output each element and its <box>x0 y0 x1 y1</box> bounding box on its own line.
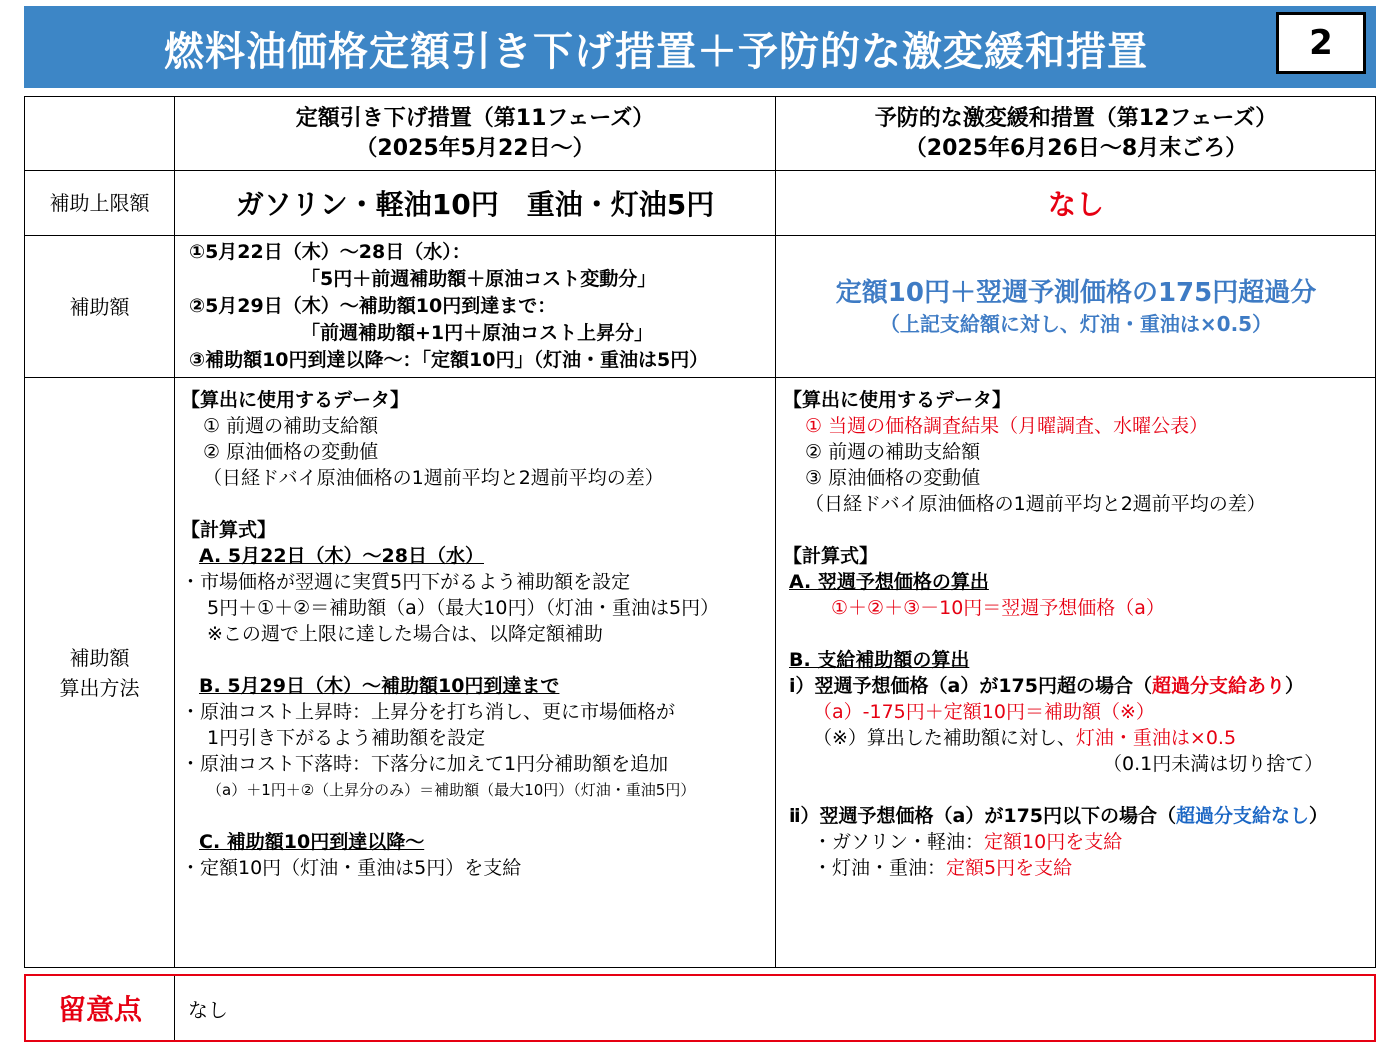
col1-header-line1: 定額引き下げ措置（第11フェーズ） <box>295 105 655 131</box>
col1-header <box>175 97 775 170</box>
case-ii-line1-highlight: 定額10円を支給 <box>984 831 1123 853</box>
amount-line: ①5月22日（木）～28日（水）： <box>189 241 471 263</box>
row-divider <box>25 235 1375 236</box>
case-ii-line2-highlight: 定額5円を支給 <box>946 857 1073 879</box>
case-ii-line1 <box>783 829 1375 855</box>
formula-heading: 【計算式】 <box>181 519 277 541</box>
method-col1 <box>181 387 771 881</box>
case-i-highlight: 超過分支給あり <box>1152 675 1286 697</box>
formula-heading: 【計算式】 <box>783 545 879 567</box>
case-i-heading <box>783 673 1375 699</box>
data-heading: 【算出に使用するデータ】 <box>783 389 1012 411</box>
data-note: （日経ドバイ原油価格の1週前平均と2週前平均の差） <box>805 493 1266 515</box>
upper-limit-col1: ガソリン・軽油10円 重油・灯油5円 <box>235 188 715 221</box>
case-ii-highlight: 超過分支給なし <box>1176 805 1310 827</box>
case-i-note-prefix: （※）算出した補助額に対し、 <box>813 727 1076 749</box>
data-item: ① 前週の補助支給額 <box>203 415 379 437</box>
col2-header-line2: （2025年6月26日～8月末ごろ） <box>904 135 1248 161</box>
amount-col1 <box>189 239 773 374</box>
method-label-line2: 算出方法 <box>59 676 140 700</box>
case-ii-prefix: ⅱ）翌週予想価格（a）が175円以下の場合（ <box>789 805 1177 827</box>
comparison-table <box>24 96 1376 968</box>
data-item-highlight: ① 当週の価格調査結果（月曜調査、水曜公表） <box>805 415 1209 437</box>
data-item: ③ 原油価格の変動値 <box>805 467 981 489</box>
case-i-note-highlight: 灯油・重油は×0.5 <box>1075 727 1237 749</box>
case-i-note2: （0.1円未満は切り捨て） <box>1103 753 1324 775</box>
formula-line: ・原油コスト下落時：下落分に加えて1円分補助額を追加 <box>181 753 669 775</box>
formula-c-heading: C. 補助額10円到達以降～ <box>199 831 425 853</box>
col2-header-line1: 予防的な激変緩和措置（第12フェーズ） <box>874 105 1278 131</box>
data-item: ② 前週の補助支給額 <box>805 441 981 463</box>
case-i-prefix: ⅰ）翌週予想価格（a）が175円超の場合（ <box>789 675 1152 697</box>
row-divider <box>25 377 1375 378</box>
formula-line: ※この週で上限に達した場合は、以降定額補助 <box>207 623 603 645</box>
formula-line: ・定額10円（灯油・重油は5円）を支給 <box>181 857 522 879</box>
page-number: 2 <box>1276 12 1366 74</box>
notes-label: 留意点 <box>26 976 175 1040</box>
notes-value: なし <box>188 997 228 1022</box>
amount-line: 「前週補助額+1円＋原油コスト上昇分」 <box>301 322 654 344</box>
row-label-amount: 補助額 <box>69 294 130 319</box>
col1-header-line2: （2025年5月22日～） <box>355 135 595 161</box>
amount-col2 <box>776 257 1376 357</box>
formula-a-expression: ①＋②＋③－10円＝翌週予想価格（a） <box>831 597 1165 619</box>
case-ii-line1-prefix: ・ガソリン・軽油： <box>813 831 985 853</box>
amount-line: ②5月29日（木）～補助額10円到達まで： <box>189 295 557 317</box>
row-label-upper-limit: 補助上限額 <box>49 191 150 215</box>
title-banner <box>24 6 1376 88</box>
formula-b-heading: B. 支給補助額の算出 <box>789 649 970 671</box>
amount-col2-sub: （上記支給額に対し、灯油・重油は×0.5） <box>879 312 1273 336</box>
formula-a-heading: A. 5月22日（木）～28日（水） <box>199 545 484 567</box>
case-ii-suffix: ） <box>1309 805 1329 827</box>
case-ii-heading <box>783 803 1375 829</box>
case-i-note <box>783 725 1375 751</box>
formula-b-heading: B. 5月29日（木）～補助額10円到達まで <box>199 675 560 697</box>
amount-line: 「5円＋前週補助額＋原油コスト変動分」 <box>301 268 657 290</box>
formula-a-heading: A. 翌週予想価格の算出 <box>789 571 989 593</box>
data-item: （日経ドバイ原油価格の1週前平均と2週前平均の差） <box>203 467 664 489</box>
amount-line: ③補助額10円到達以降～：「定額10円」（灯油・重油は5円） <box>189 349 709 371</box>
formula-line: 1円引き下がるよう補助額を設定 <box>207 727 486 749</box>
amount-col2-main: 定額10円＋翌週予測価格の175円超過分 <box>835 278 1317 308</box>
data-item: ② 原油価格の変動値 <box>203 441 379 463</box>
col2-header <box>776 97 1376 170</box>
case-ii-line2 <box>783 855 1375 881</box>
notes-box <box>24 974 1376 1042</box>
formula-line: 5円＋①＋②＝補助額（a）（最大10円）（灯油・重油は5円） <box>207 597 720 619</box>
formula-line: ・市場価格が翌週に実質5円下がるよう補助額を設定 <box>181 571 631 593</box>
method-col2 <box>783 387 1375 881</box>
row-label-method <box>25 378 174 968</box>
upper-limit-col2: なし <box>1047 188 1104 221</box>
method-label-line1: 補助額 <box>69 646 130 670</box>
data-heading: 【算出に使用するデータ】 <box>181 389 410 411</box>
formula-line-small: （a）＋1円＋②（上昇分のみ）＝補助額（最大10円）（灯油・重油5円） <box>207 781 696 799</box>
formula-line: ・原油コスト上昇時：上昇分を打ち消し、更に市場価格が <box>181 701 676 723</box>
page-title: 燃料油価格定額引き下げ措置＋予防的な激変緩和措置 <box>164 29 1148 75</box>
case-ii-line2-prefix: ・灯油・重油： <box>813 857 947 879</box>
case-i-suffix: ） <box>1285 675 1305 697</box>
case-i-formula: （a）-175円＋定額10円＝補助額（※） <box>813 701 1155 723</box>
